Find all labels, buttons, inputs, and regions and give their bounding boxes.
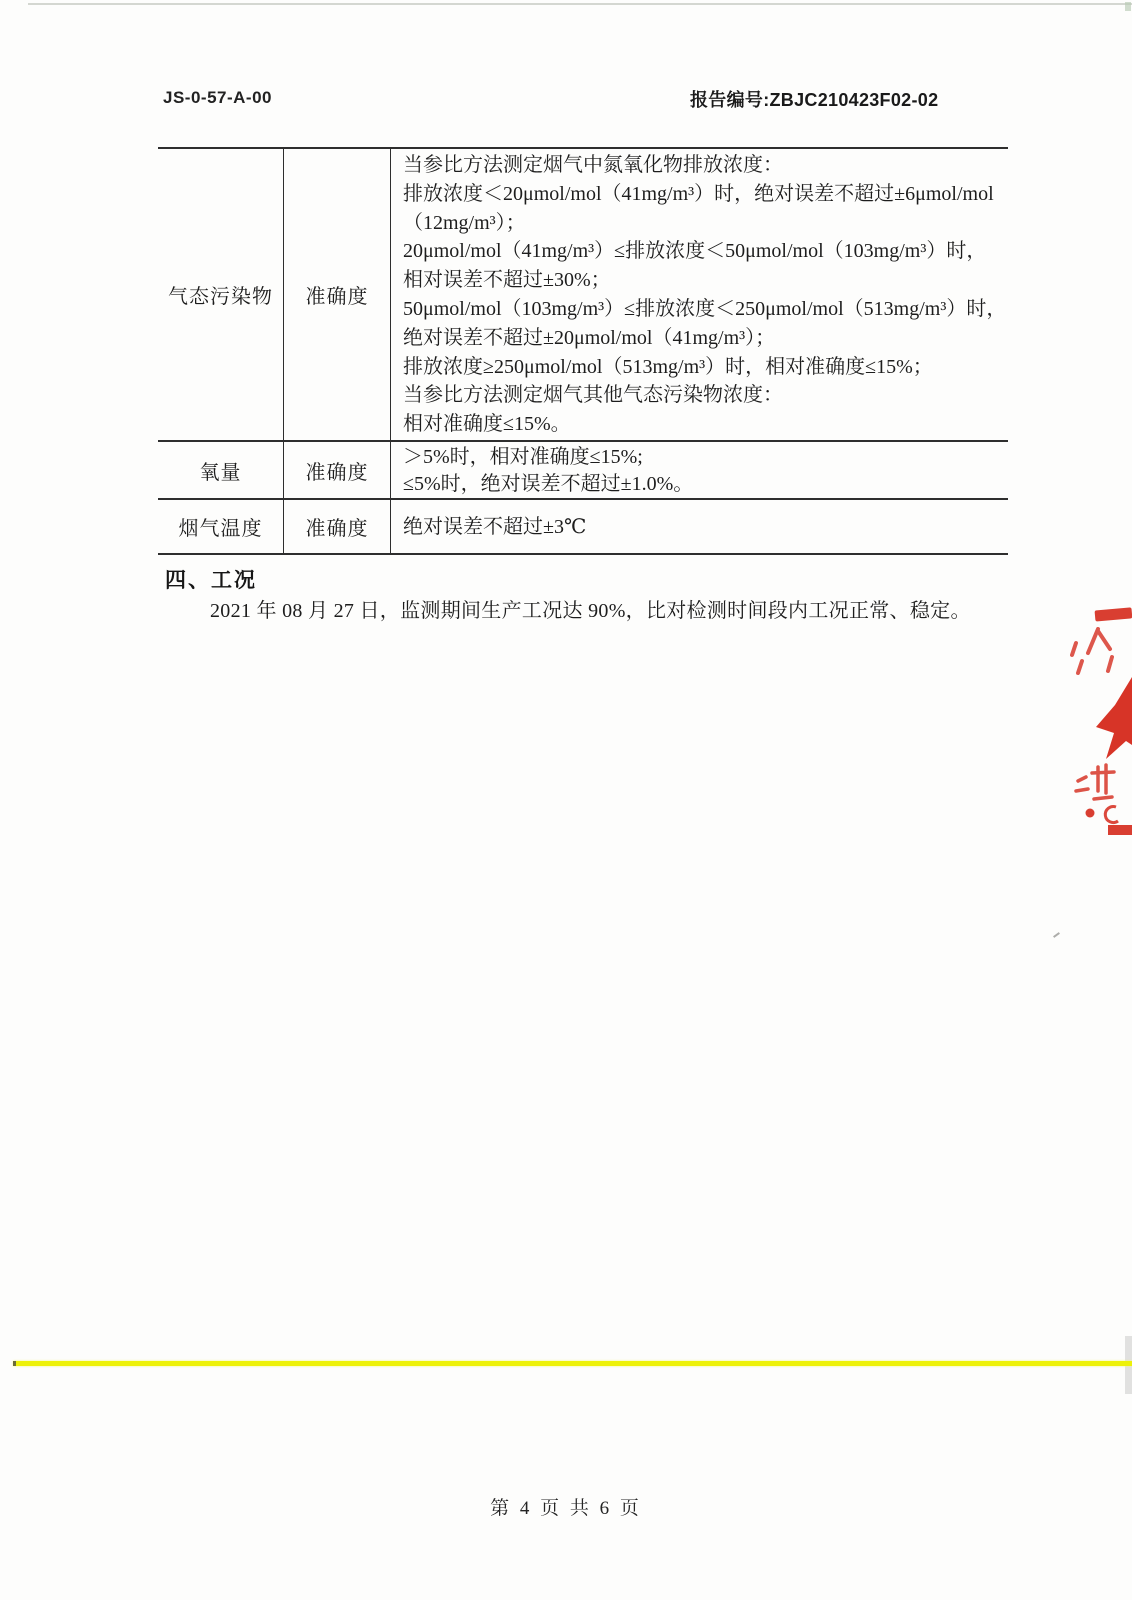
criteria-line: ＞5%时，相对准确度≤15%; xyxy=(403,445,643,468)
criteria-line: 相对误差不超过±30%； xyxy=(403,269,611,292)
criteria-line: 50μmol/mol（103mg/m³）≤排放浓度＜250μmol/mol（513mg/m³）时， xyxy=(403,298,1007,320)
table-cell-criteria xyxy=(390,500,1008,553)
table-cell-metric: 准确度 xyxy=(283,149,390,440)
section-heading-operating-conditions: 四、工况 xyxy=(165,569,257,592)
yellow-highlight-line xyxy=(13,1361,1132,1366)
table-cell-metric: 准确度 xyxy=(283,500,390,553)
criteria-line: 当参比方法测定烟气中氮氧化物排放浓度： xyxy=(403,154,783,177)
red-seal-stamp-partial xyxy=(1068,585,1132,837)
table-row-gaseous-pollutants xyxy=(158,149,1008,442)
criteria-line: （12mg/m³）； xyxy=(403,211,526,234)
operating-conditions-paragraph: 2021 年 08 月 27 日，监测期间生产工况达 90%，比对检测时间段内工况正常、稳定。 xyxy=(210,600,971,622)
page-footer: 第 4 页 共 6 页 xyxy=(490,1498,642,1519)
criteria-line: 绝对误差不超过±3℃ xyxy=(403,515,587,538)
criteria-line: 相对准确度≤15%。 xyxy=(403,413,571,436)
report-number: 报告编号:ZBJC210423F02-02 xyxy=(690,90,939,110)
table-cell-item: 气态污染物 xyxy=(168,286,273,308)
yellow-line-end-speck xyxy=(13,1361,16,1366)
table-cell-criteria xyxy=(390,442,1008,498)
criteria-line: 绝对误差不超过±20μmol/mol（41mg/m³）； xyxy=(403,326,776,349)
criteria-line: 排放浓度＜20μmol/mol（41mg/m³）时，绝对误差不超过±6μmol/mol xyxy=(403,182,994,205)
criteria-line: ≤5%时，绝对误差不超过±1.0%。 xyxy=(403,472,694,495)
table-cell-item: 氧量 xyxy=(199,461,242,484)
criteria-line: 20μmol/mol（41mg/m³）≤排放浓度＜50μmol/mol（103mg/m³）时， xyxy=(403,240,987,263)
table-row-oxygen xyxy=(158,442,1008,500)
table-row-flue-gas-temperature xyxy=(158,500,1008,555)
accuracy-criteria-table xyxy=(158,147,1008,555)
table-cell-criteria xyxy=(390,149,1010,440)
doc-code: JS-0-57-A-00 xyxy=(163,88,272,107)
scan-artifact-speck xyxy=(1125,2,1131,11)
scan-artifact-speck xyxy=(1053,932,1060,938)
criteria-line: 排放浓度≥250μmol/mol（513mg/m³）时，相对准确度≤15%； xyxy=(403,355,933,378)
table-cell-item: 烟气温度 xyxy=(178,518,263,540)
criteria-line: 当参比方法测定烟气其他气态污染物浓度： xyxy=(403,384,783,407)
table-cell-metric: 准确度 xyxy=(283,442,390,498)
scan-artifact-top-edge xyxy=(28,3,1132,5)
red-seal-icon xyxy=(1068,585,1132,837)
